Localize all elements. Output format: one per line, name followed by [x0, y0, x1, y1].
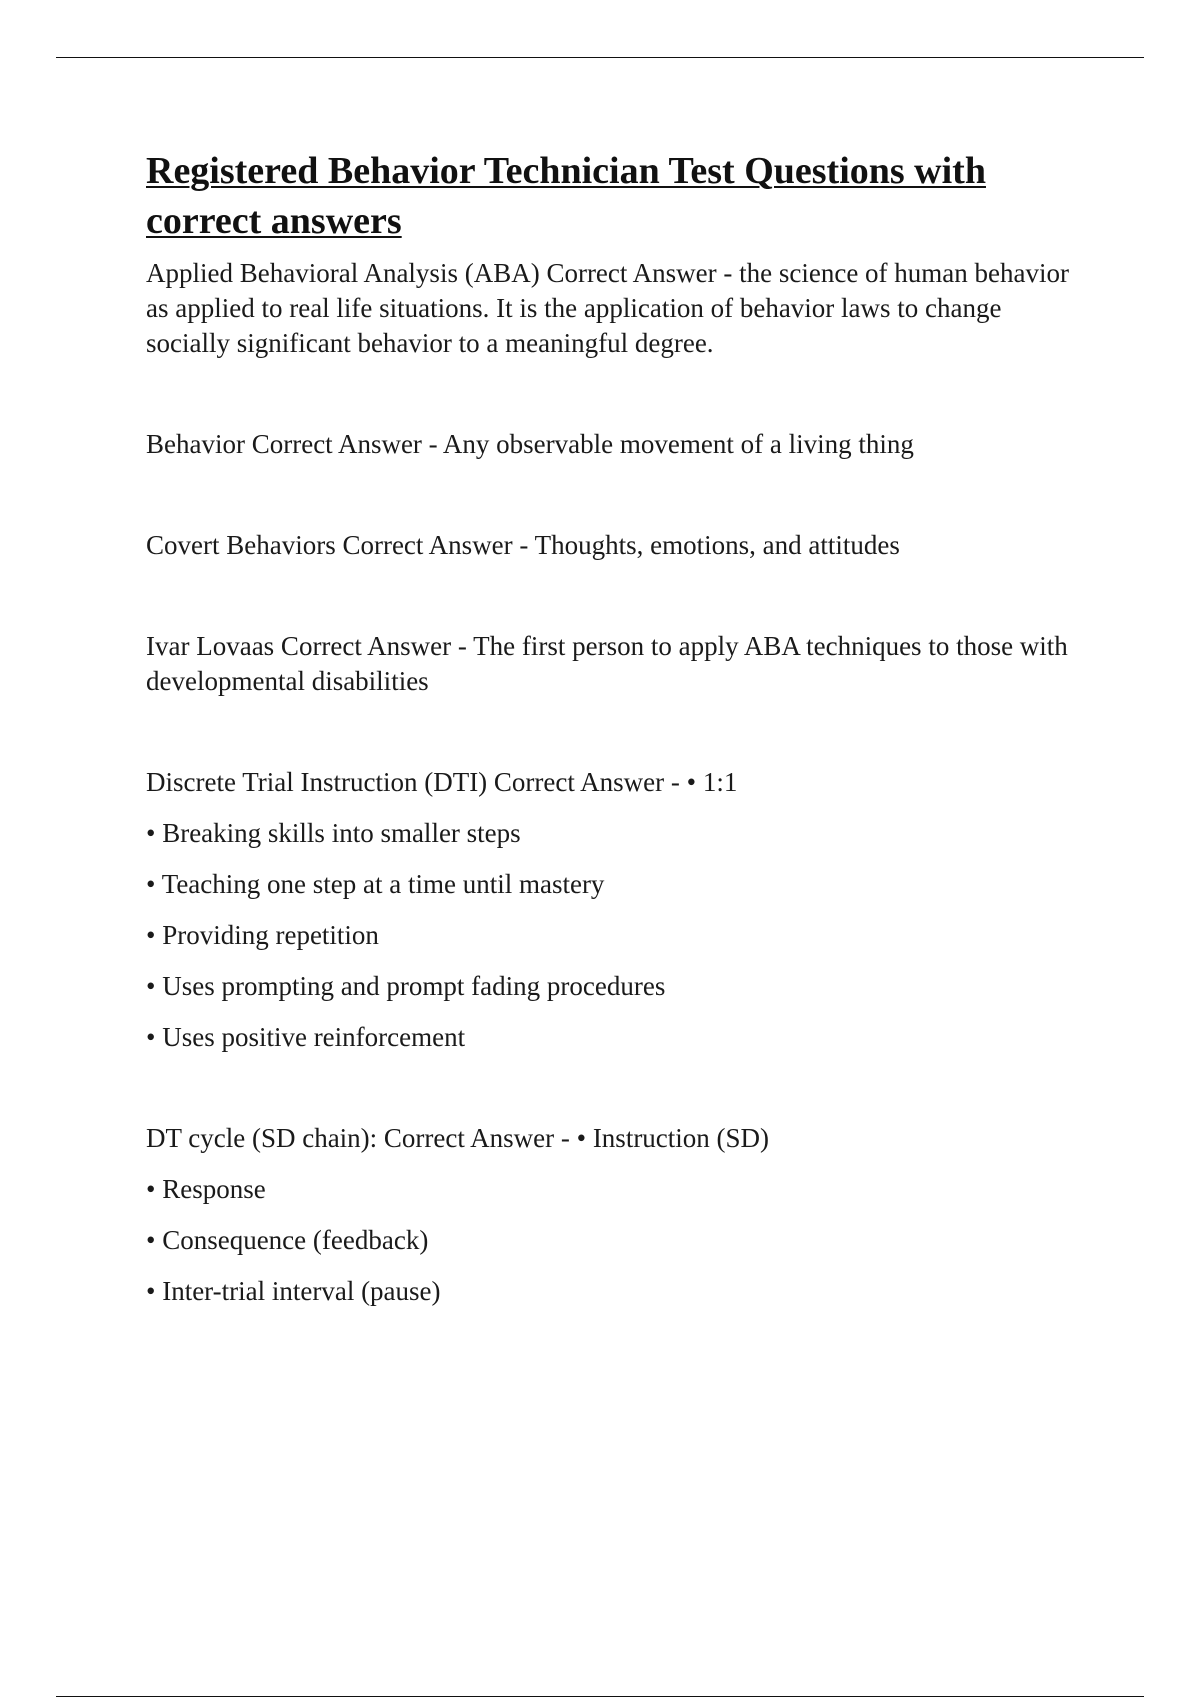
- document-title-line-1: Registered Behavior Technician Test Questions with: [146, 150, 986, 192]
- footer-rule: [56, 1696, 1144, 1697]
- dti-bullet: • Breaking skills into smaller steps: [146, 818, 521, 848]
- document-body: [146, 146, 1076, 1309]
- dti-bullet: • Uses prompting and prompt fading procedures: [146, 971, 666, 1001]
- entry-covert-behaviors: Covert Behaviors Correct Answer - Thoughts, emotions, and attitudes: [146, 530, 900, 560]
- entry-aba: Applied Behavioral Analysis (ABA) Correct Answer - the science of human behavior as applied to real life situations. It is the application of behavior laws to change socially significant behavior to a meaningful degree.: [146, 258, 1069, 358]
- entry-behavior: Behavior Correct Answer - Any observable movement of a living thing: [146, 429, 914, 459]
- document-title-line-2: correct answers: [146, 200, 402, 242]
- header-rule: [56, 57, 1144, 58]
- entry-ivar-lovaas: Ivar Lovaas Correct Answer - The first person to apply ABA techniques to those with developmental disabilities: [146, 631, 1068, 696]
- dt-cycle-bullet: • Response: [146, 1174, 266, 1204]
- document-title: [146, 146, 1076, 246]
- entry-dti: [146, 765, 1076, 1055]
- dti-bullet: • Teaching one step at a time until mastery: [146, 869, 605, 899]
- entry-dt-cycle: [146, 1121, 1076, 1309]
- dt-cycle-bullet: • Inter-trial interval (pause): [146, 1276, 441, 1306]
- entry-dt-cycle-head: DT cycle (SD chain): Correct Answer - • Instruction (SD): [146, 1123, 770, 1153]
- dti-bullet: • Uses positive reinforcement: [146, 1022, 466, 1052]
- entry-dti-head: Discrete Trial Instruction (DTI) Correct Answer - • 1:1: [146, 767, 738, 797]
- dt-cycle-bullet: • Consequence (feedback): [146, 1225, 429, 1255]
- dti-bullet: • Providing repetition: [146, 920, 379, 950]
